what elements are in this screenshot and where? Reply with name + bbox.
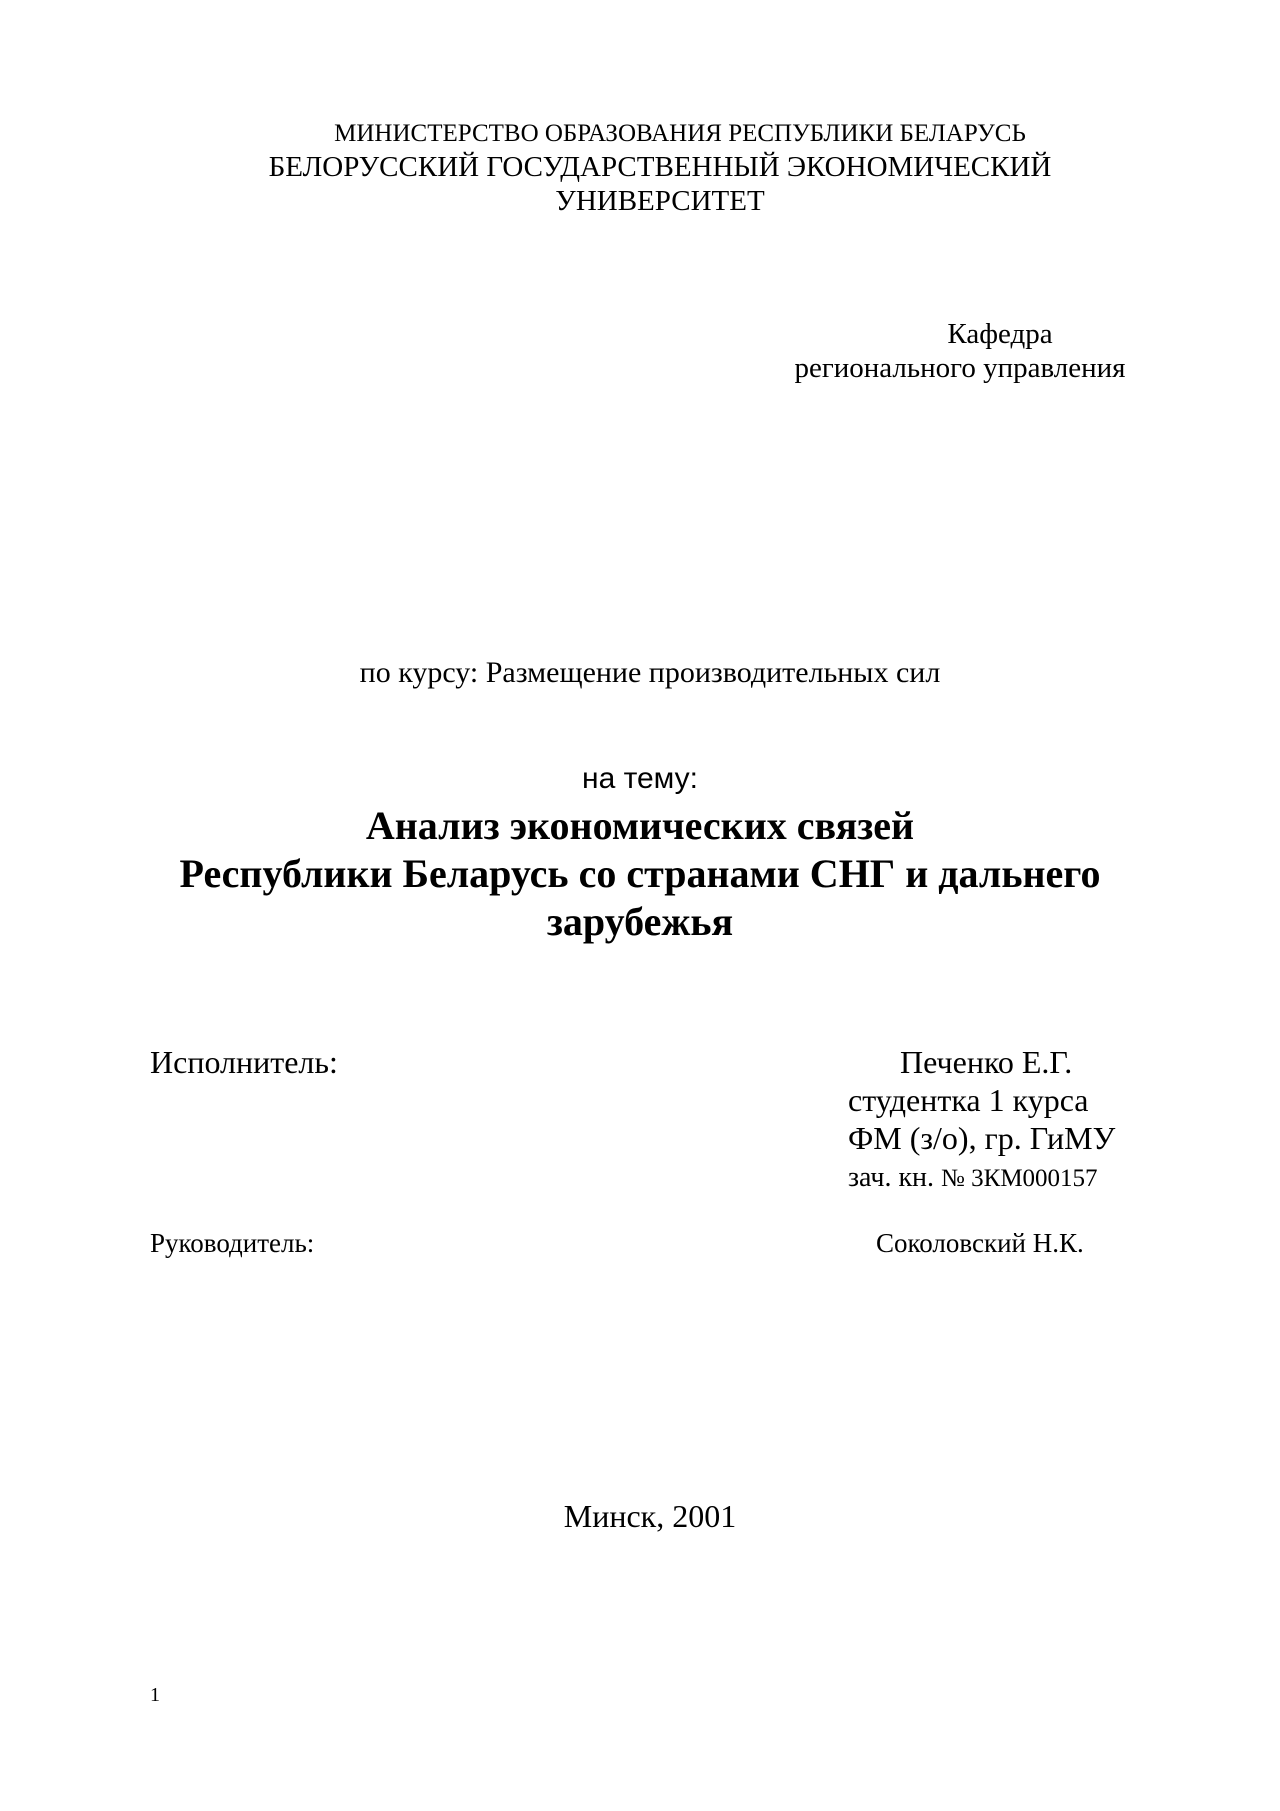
record-book-number: № 3КМ000157 — [941, 1165, 1098, 1192]
department-name: регионального управления — [794, 352, 1126, 384]
document-title-line-1: Анализ экономических связей — [365, 803, 915, 848]
ministry-heading: МИНИСТЕРСТВО ОБРАЗОВАНИЯ РЕСПУБЛИКИ БЕЛАРУСЬ — [334, 120, 1026, 147]
record-book-label: зач. кн. — [848, 1162, 935, 1193]
course-line: по курсу: Размещение производительных сил — [359, 656, 941, 689]
topic-label: на тему: — [582, 762, 698, 795]
executor-label: Исполнитель: — [150, 1044, 338, 1080]
supervisor-name: Соколовский Н.К. — [876, 1228, 1084, 1258]
supervisor-label: Руководитель: — [150, 1228, 315, 1258]
department-label: Кафедра — [947, 318, 1053, 350]
city-year: Минск, 2001 — [563, 1498, 737, 1534]
document-title-line-3: зарубежья — [546, 899, 734, 944]
executor-course: студентка 1 курса — [848, 1082, 1089, 1118]
document-title-line-2: Республики Беларусь со странами СНГ и дальнего — [179, 851, 1101, 896]
university-heading-line-1: БЕЛОРУССКИЙ ГОСУДАРСТВЕННЫЙ ЭКОНОМИЧЕСКИЙ — [268, 151, 1052, 183]
university-heading-line-2: УНИВЕРСИТЕТ — [555, 185, 765, 217]
page-number: 1 — [150, 1684, 160, 1706]
executor-name: Печенко Е.Г. — [900, 1044, 1073, 1080]
university-heading — [0, 150, 1280, 218]
executor-record-book — [848, 1162, 1098, 1194]
executor-group: ФМ (з/о), гр. ГиМУ — [848, 1120, 1116, 1156]
